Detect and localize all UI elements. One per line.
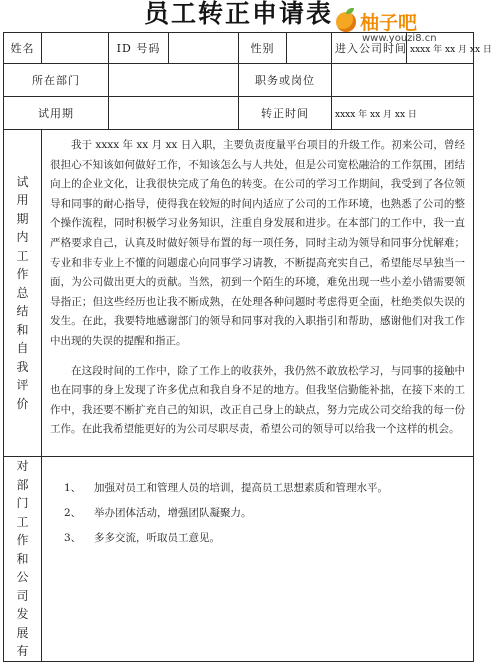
name-field[interactable] bbox=[42, 33, 109, 64]
name-label: 姓名 bbox=[4, 33, 42, 64]
department-field[interactable] bbox=[109, 64, 239, 97]
application-form-table bbox=[3, 32, 492, 662]
dept-suggestions-content[interactable] bbox=[42, 457, 474, 662]
self-review-label: 试 用 期 内 工 作 总 结 和 自 我 评 价 bbox=[4, 130, 42, 457]
department-label: 所在部门 bbox=[4, 64, 109, 97]
list-item: 3、 多多交流，听取员工意见。 bbox=[64, 532, 220, 544]
logo-name: 柚子吧 bbox=[360, 12, 418, 34]
id-label: ID 号码 bbox=[109, 33, 169, 64]
grapefruit-icon bbox=[336, 12, 356, 32]
join-date-value[interactable]: xxxx 年 xx 月 xx 日 bbox=[407, 33, 474, 64]
row-department bbox=[4, 64, 474, 97]
row-department-suggestions bbox=[4, 457, 474, 662]
join-date-label: 进入公司时间 bbox=[332, 33, 407, 64]
list-item: 2、 举办团体活动，增强团队凝聚力。 bbox=[64, 507, 252, 519]
self-review-content[interactable] bbox=[42, 130, 474, 457]
gender-label: 性别 bbox=[239, 33, 287, 64]
list-item: 1、 加强对员工和管理人员的培训，提高员工思想素质和管理水平。 bbox=[64, 482, 388, 494]
gender-field[interactable] bbox=[287, 33, 332, 64]
self-review-paragraph: 在这段时间的工作中，除了工作上的收获外，我仍然不敢放松学习，与同事的接触中也在同事的身上发现了许多优点和我自身不足的地方。但我坚信勤能补拙，在接下来的工作中，我还要不断扩充自己的知识，改正自己身上的缺点，努力完成公司交给我的每一份工作。在此我希望能更好的为公司尽职尽责，希望公司的领导可以给我一个这样的机会。 bbox=[50, 364, 465, 436]
position-label: 职务或岗位 bbox=[239, 64, 332, 97]
position-field[interactable] bbox=[332, 64, 474, 97]
regular-date-label: 转正时间 bbox=[239, 97, 332, 130]
probation-field[interactable] bbox=[109, 97, 239, 130]
row-self-review bbox=[4, 130, 474, 457]
id-field[interactable] bbox=[169, 33, 239, 64]
leaf-icon bbox=[346, 8, 354, 14]
row-basic-info bbox=[4, 33, 474, 64]
regular-date-value[interactable]: xxxx 年 xx 月 xx 日 bbox=[332, 97, 474, 130]
logo-url: www.youzi8.cn bbox=[362, 33, 437, 44]
row-probation bbox=[4, 97, 474, 130]
probation-label: 试用期 bbox=[4, 97, 109, 130]
document-title: 员工转正申请表 bbox=[143, 0, 333, 28]
dept-suggestions-label: 对 部 门 工 作 和 公 司 发 展 有 bbox=[4, 457, 42, 662]
self-review-paragraph: 我于 xxxx 年 xx 月 xx 日入职，主要负责度量平台项目的升级工作。初来公司，曾经很担心不知该如何做好工作，不知该怎么与人共处，但是公司宽松融洽的工作氛围，团结向上的企业文化，让我很快完成了角色的转变。在公司的学习工作期间，我受到了各位领导和同事的耐心指导，使得我在较短的时间内适应了公司的工作环境，也熟悉了公司的整个操作流程，同时积极学习业务知识，注重自身发展和进步。在本部门的工作中，我一直严格要求自己，认真及时做好领导布置的每一项任务，同时主动为领导和同事分忧解难；专业和非专业上不懂的问题虚心向同事学习请教，不断提高充实自己，希望能尽早独当一面，为公司做出更大的贡献。当然，初到一个陌生的环境，难免出现一些小差小错需要领导指正；但这些经历也让我不断成熟，在处理各种问题时考虑得更全面，杜绝类似失误的发生。在此，我要特地感谢部门的领导和同事对我的入职指引和帮助，感谢他们对我工作中出现的失误的提醒和指正。 bbox=[50, 139, 465, 347]
